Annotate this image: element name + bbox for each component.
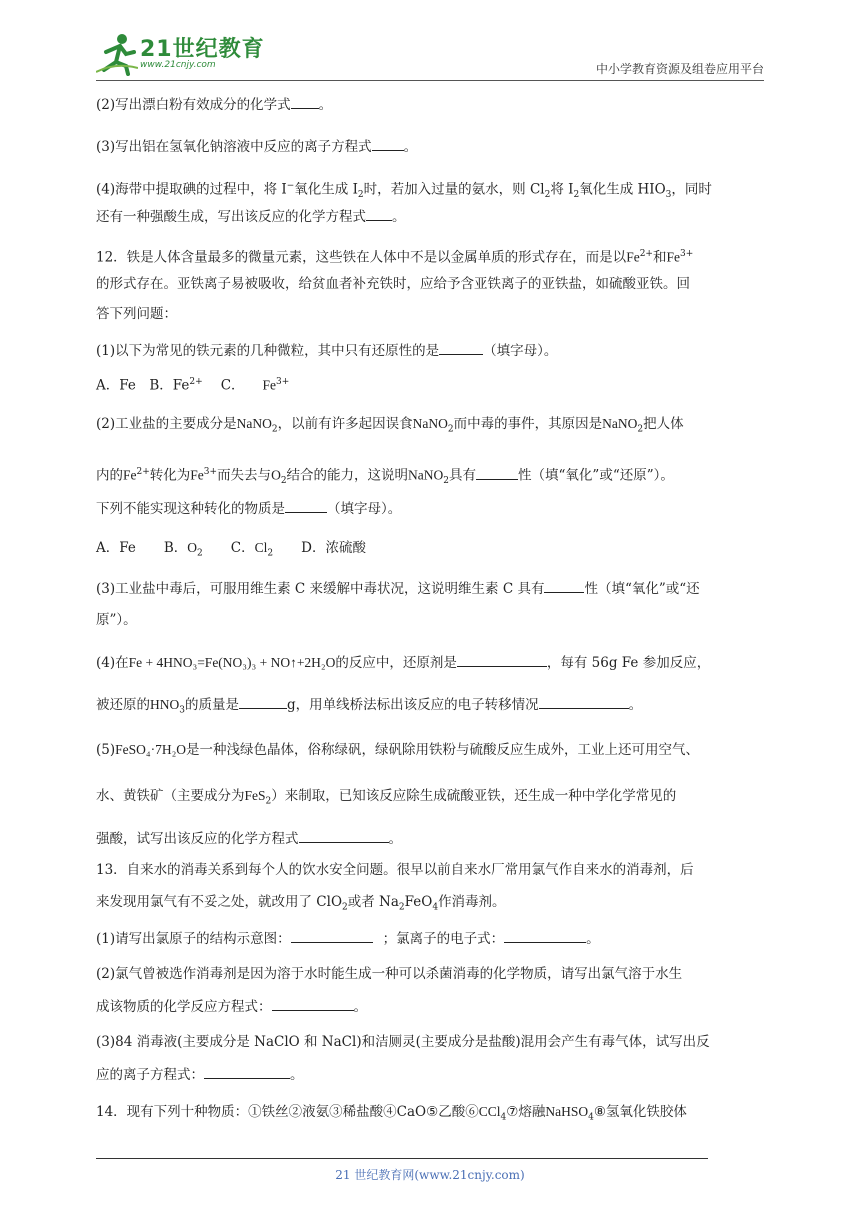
platform-name: 中小学教育资源及组卷应用平台	[595, 62, 764, 76]
reaction-equation: Fe + 4HNO₃=Fe(NO₃)₃ + NO↑+2H₂O	[128, 655, 336, 670]
runner-logo-icon	[96, 32, 138, 76]
text-line: 下列不能实现这种转化的物质是 （填字母）。	[96, 498, 401, 519]
answer-blank[interactable]	[291, 94, 319, 109]
page-footer: 21 世纪教育网(www.21cnjy.com)	[335, 1168, 525, 1182]
footer-divider	[96, 1158, 708, 1159]
text-line: 强酸，试写出该反应的化学方程式 。	[96, 828, 402, 849]
text-line: 的形式存在。亚铁离子易被吸收，给贫血者补充铁时，应给予含亚铁离子的亚铁盐，如硫酸亚铁。回	[96, 276, 690, 292]
answer-blank[interactable]	[439, 340, 483, 355]
answer-blank[interactable]	[272, 996, 354, 1011]
question-14-stem: 14．现有下列十种物质：①铁丝②液氨③稀盐酸④CaO⑤乙酸⑥CCl$_4$⑦熔融NaHSO$_4$⑧氢氧化铁胶体	[96, 1104, 687, 1123]
text-line: (3)84 消毒液(主要成分是 NaClO 和 NaCl)和洁厕灵(主要成分是盐酸)混用会产生有毒气体，试写出反	[96, 1034, 710, 1050]
answer-blank[interactable]	[204, 1064, 290, 1079]
logo-url: www.21cnjy.com	[140, 60, 216, 70]
answer-blank[interactable]	[539, 694, 629, 709]
text-line: (5)FeSO₄·7H₂O是一种浅绿色晶体，俗称绿矾，绿矾除用铁粉与硫酸反应生成外，工业上还可用空气、	[96, 742, 700, 758]
answer-blank[interactable]	[476, 465, 518, 480]
answer-blank[interactable]	[291, 928, 373, 943]
text-line: 答下列问题：	[96, 306, 177, 322]
text-line: 内的$Fe^{2+}$转化为$Fe^{3+}$而失去与$O_2$结合的能力，这说明NaNO$_2$具有 性（填“氧化”或“还原”）。	[96, 462, 674, 491]
question-13-stem: 13．自来水的消毒关系到每个人的饮水安全问题。很早以前自来水厂常用氯气作自来水的消毒剂，后	[96, 862, 694, 878]
answer-blank[interactable]	[544, 578, 584, 593]
text-line: 水、黄铁矿（主要成分为FeS$_2$）来制取，已知该反应除生成硫酸亚铁，还生成一种中学化学常见的	[96, 788, 677, 807]
answer-blank[interactable]	[285, 498, 327, 513]
options-line: A．Fe B．$O_2$ C．$Cl_2$ D．浓硫酸	[96, 540, 366, 559]
text-line: (2)工业盐的主要成分是NaNO$_2$，以前有许多起因误食NaNO$_2$而中毒的事件，其原因是NaNO$_2$把人体	[96, 416, 684, 435]
text-line: 被还原的$HNO_3$的质量是 g，用单线桥法标出该反应的电子转移情况 。	[96, 694, 642, 721]
text-line: (3)写出铝在氢氧化钠溶液中反应的离子方程式 。	[96, 136, 417, 157]
text-line: (1)以下为常见的铁元素的几种微粒，其中只有还原性的是 （填字母）。	[96, 340, 557, 361]
answer-blank[interactable]	[504, 928, 586, 943]
question-12-stem: 12．铁是人体含量最多的微量元素，这些铁在人体中不是以金属单质的形式存在，而是以$Fe^{2+}$和$Fe^{3+}$	[96, 249, 694, 266]
answer-blank[interactable]	[366, 206, 392, 221]
site-logo	[96, 32, 266, 76]
text-line: (2)氯气曾被选作消毒剂是因为溶于水时能生成一种可以杀菌消毒的化学物质，请写出氯气溶于水生	[96, 966, 683, 982]
options-line: A．Fe B．$Fe^{2+}$ C． $Fe^{3+}$	[96, 377, 290, 394]
text-line: 原”）。	[96, 612, 137, 628]
answer-blank[interactable]	[457, 652, 547, 667]
text-line: (1)请写出氯原子的结构示意图： ；氯离子的电子式： 。	[96, 928, 600, 949]
text-line: (4)在Fe + 4HNO₃=Fe(NO₃)₃ + NO↑+2H₂O的反应中，还原剂是 ，每有 56g Fe 参加反应，	[96, 652, 710, 673]
text-line: (4)海带中提取碘的过程中，将 I−氧化生成 $I_2$时，若加入过量的氨水，则 $Cl_2$将 $I_2$氧化生成 $HIO_3$，同时	[96, 181, 712, 201]
text-line: 成该物质的化学反应方程式： 。	[96, 996, 367, 1017]
logo-title: 21世纪教育	[140, 37, 265, 62]
answer-blank[interactable]	[372, 136, 404, 151]
text-line: 还有一种强酸生成，写出该反应的化学方程式 。	[96, 206, 406, 227]
page-header	[96, 28, 764, 80]
answer-blank[interactable]	[299, 828, 389, 843]
text-line: 应的离子方程式： 。	[96, 1064, 304, 1085]
green-vitriol-formula: FeSO₄·7H₂O	[115, 742, 187, 757]
text-line: (2)写出漂白粉有效成分的化学式 。	[96, 94, 332, 115]
text-line: (3)工业盐中毒后，可服用维生素 C 来缓解中毒状况，这说明维生素 C 具有 性（填“氧化”或“还	[96, 578, 700, 599]
answer-blank[interactable]	[239, 694, 287, 709]
text-line: 来发现用氯气有不妥之处，就改用了 ClO$_2$或者 $Na_2FeO_4$作消毒剂。	[96, 894, 506, 913]
header-divider	[96, 80, 764, 81]
